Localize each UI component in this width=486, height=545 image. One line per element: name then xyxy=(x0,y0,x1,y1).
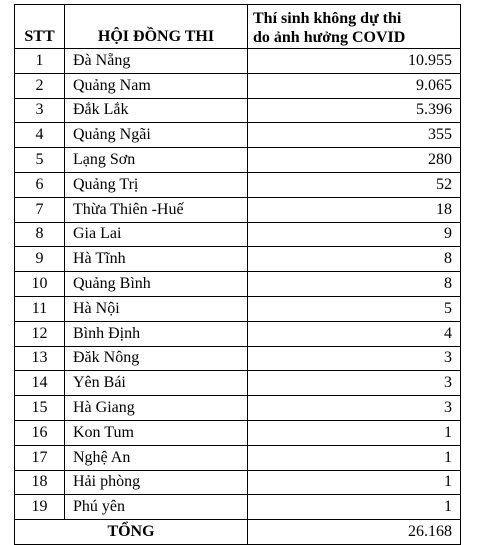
covid-absentees-table xyxy=(14,4,461,545)
table-row xyxy=(15,148,461,173)
table-row xyxy=(15,470,461,495)
row-stt: 12 xyxy=(15,321,65,346)
row-council: Đắk Lắk xyxy=(65,98,248,123)
row-count: 3 xyxy=(248,346,461,371)
row-count: 1 xyxy=(248,420,461,445)
row-count: 3 xyxy=(248,371,461,396)
row-count: 1 xyxy=(248,495,461,520)
row-stt: 1 xyxy=(15,49,65,74)
row-count: 18 xyxy=(248,197,461,222)
row-council: Phú yên xyxy=(65,495,248,520)
table-row xyxy=(15,73,461,98)
table-row xyxy=(15,98,461,123)
row-stt: 9 xyxy=(15,247,65,272)
row-council: Gia Lai xyxy=(65,222,248,247)
row-count: 1 xyxy=(248,445,461,470)
table-row xyxy=(15,197,461,222)
row-count: 280 xyxy=(248,148,461,173)
header-row xyxy=(15,5,461,49)
row-council: Quảng Nam xyxy=(65,73,248,98)
row-count: 1 xyxy=(248,470,461,495)
row-council: Hà Nội xyxy=(65,296,248,321)
row-stt: 2 xyxy=(15,73,65,98)
row-stt: 3 xyxy=(15,98,65,123)
row-count: 9 xyxy=(248,222,461,247)
table-row xyxy=(15,49,461,74)
row-count: 52 xyxy=(248,172,461,197)
row-council: Đăk Nông xyxy=(65,346,248,371)
table-row xyxy=(15,172,461,197)
row-stt: 8 xyxy=(15,222,65,247)
row-stt: 19 xyxy=(15,495,65,520)
row-stt: 18 xyxy=(15,470,65,495)
table-row xyxy=(15,495,461,520)
row-stt: 5 xyxy=(15,148,65,173)
table-row xyxy=(15,371,461,396)
row-stt: 4 xyxy=(15,123,65,148)
row-council: Bình Định xyxy=(65,321,248,346)
row-council: Yên Bái xyxy=(65,371,248,396)
table-row xyxy=(15,445,461,470)
row-council: Thừa Thiên -Huế xyxy=(65,197,248,222)
row-stt: 7 xyxy=(15,197,65,222)
row-stt: 15 xyxy=(15,396,65,421)
table-body xyxy=(15,49,461,520)
table-row xyxy=(15,222,461,247)
row-count: 8 xyxy=(248,272,461,297)
row-stt: 16 xyxy=(15,420,65,445)
table-row xyxy=(15,123,461,148)
table-row xyxy=(15,296,461,321)
table-row xyxy=(15,321,461,346)
total-label: TỔNG xyxy=(15,520,248,545)
table-row xyxy=(15,346,461,371)
header-absent-count xyxy=(248,5,461,49)
row-stt: 17 xyxy=(15,445,65,470)
row-count: 3 xyxy=(248,396,461,421)
table-row xyxy=(15,247,461,272)
row-stt: 11 xyxy=(15,296,65,321)
total-count: 26.168 xyxy=(248,520,461,545)
row-council: Quảng Ngãi xyxy=(65,123,248,148)
row-count: 5.396 xyxy=(248,98,461,123)
row-count: 10.955 xyxy=(248,49,461,74)
row-council: Lạng Sơn xyxy=(65,148,248,173)
row-council: Nghệ An xyxy=(65,445,248,470)
row-council: Quảng Bình xyxy=(65,272,248,297)
row-stt: 13 xyxy=(15,346,65,371)
row-stt: 6 xyxy=(15,172,65,197)
row-council: Đà Nẵng xyxy=(65,49,248,74)
row-council: Hải phòng xyxy=(65,470,248,495)
header-absent-line-1: Thí sinh không dự thi xyxy=(253,10,402,27)
row-count: 355 xyxy=(248,123,461,148)
row-council: Kon Tum xyxy=(65,420,248,445)
table-row xyxy=(15,396,461,421)
header-absent-line-2: do ảnh hưởng COVID xyxy=(253,29,406,46)
table-row xyxy=(15,272,461,297)
header-stt: STT xyxy=(15,5,65,49)
row-count: 5 xyxy=(248,296,461,321)
row-council: Hà Tĩnh xyxy=(65,247,248,272)
row-council: Hà Giang xyxy=(65,396,248,421)
row-count: 4 xyxy=(248,321,461,346)
row-count: 8 xyxy=(248,247,461,272)
row-count: 9.065 xyxy=(248,73,461,98)
table-row xyxy=(15,420,461,445)
row-council: Quảng Trị xyxy=(65,172,248,197)
row-stt: 10 xyxy=(15,272,65,297)
row-stt: 14 xyxy=(15,371,65,396)
header-council: HỘI ĐỒNG THI xyxy=(65,5,248,49)
